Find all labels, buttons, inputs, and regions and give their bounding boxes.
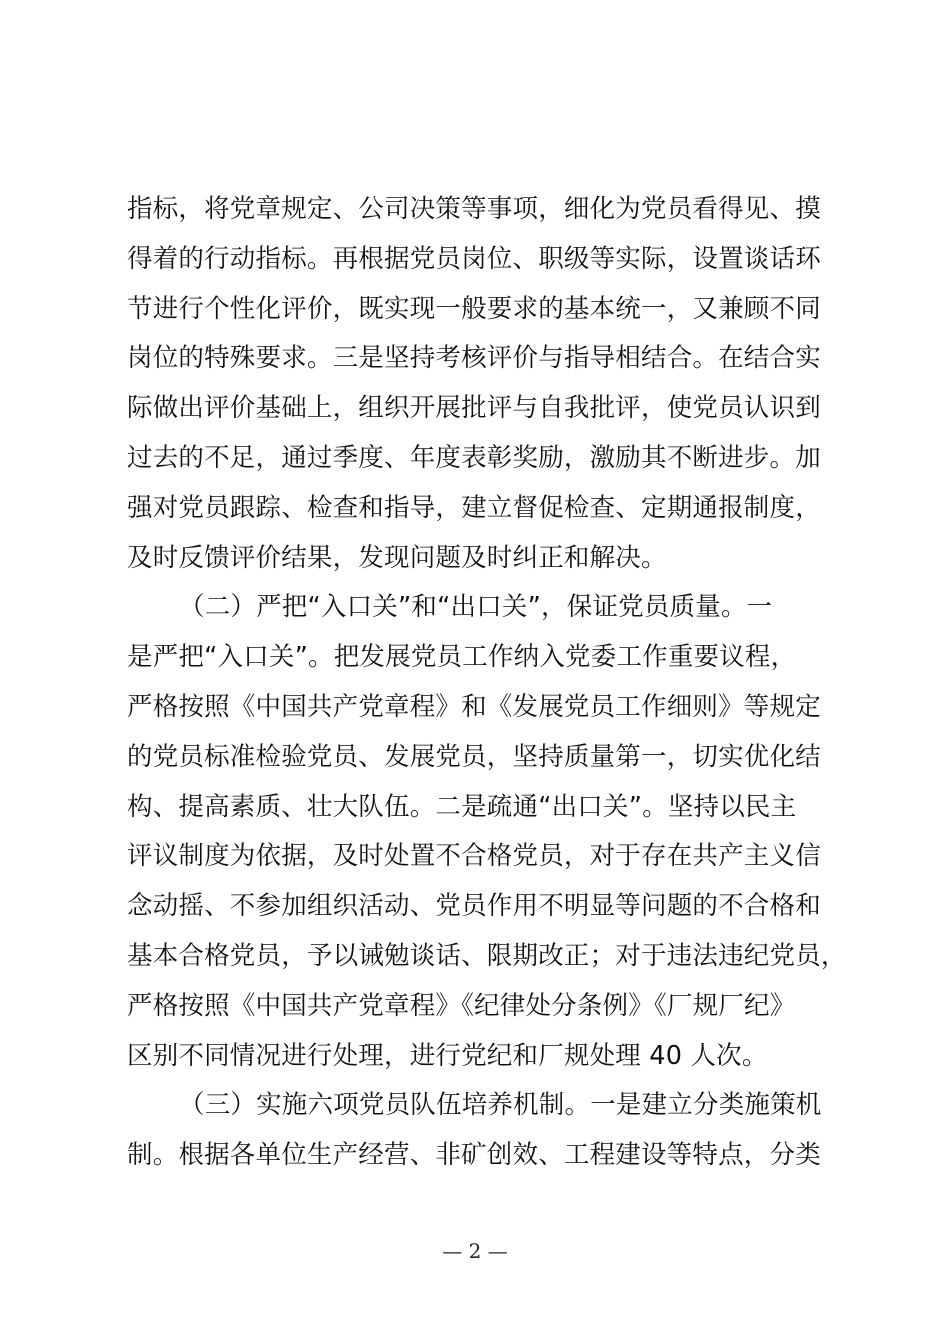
text-line: 区别不同情况进行处理，进行党纪和厂规处理 40 人次。 bbox=[127, 1040, 768, 1071]
section-heading-line: （二）严把“入口关”和“出口关”，保证党员质量。一 bbox=[179, 592, 773, 623]
section-heading-line: （三）实施六项党员队伍培养机制。一是建立分类施策机 bbox=[179, 1090, 822, 1121]
page-number: — 2 — bbox=[442, 1239, 508, 1263]
text-line: 严格按照《中国共产党章程》和《发展党员工作细则》等规定 bbox=[127, 691, 821, 722]
text-line: 制。根据各单位生产经营、非矿创效、工程建设等特点，分类 bbox=[127, 1140, 821, 1171]
text-line: 节进行个性化评价，既实现一般要求的基本统一，又兼顾不同 bbox=[127, 293, 821, 324]
text-line: 念动摇、不参加组织活动、党员作用不明显等问题的不合格和 bbox=[127, 891, 821, 922]
text-line: 际做出评价基础上，组织开展批评与自我批评，使党员认识到 bbox=[127, 393, 821, 424]
text-line: 岗位的特殊要求。三是坚持考核评价与指导相结合。在结合实 bbox=[127, 343, 821, 374]
text-line: 是严把“入口关”。把发展党员工作纳入党委工作重要议程， bbox=[127, 642, 797, 673]
text-line: 严格按照《中国共产党章程》《纪律处分条例》《厂规厂纪》 bbox=[127, 990, 796, 1021]
text-line: 的党员标准检验党员、发展党员，坚持质量第一，切实优化结 bbox=[127, 741, 821, 772]
text-line: 过去的不足，通过季度、年度表彰奖励，激励其不断进步。加 bbox=[127, 442, 821, 473]
text-line: 构、提高素质、壮大队伍。二是疏通“出口关”。坚持以民主 bbox=[127, 791, 797, 822]
text-line: 得着的行动指标。再根据党员岗位、职级等实际，设置谈话环 bbox=[127, 243, 821, 274]
text-line: 及时反馈评价结果，发现问题及时纠正和解决。 bbox=[127, 542, 667, 573]
text-line: 指标，将党章规定、公司决策等事项，细化为党员看得见、摸 bbox=[127, 194, 821, 224]
body-text bbox=[127, 185, 847, 1181]
text-line: 基本合格党员，予以诫勉谈话、限期改正；对于违法违纪党员， bbox=[127, 940, 847, 971]
text-line: 强对党员跟踪、检查和指导，建立督促检查、定期通报制度， bbox=[127, 492, 821, 523]
text-line: 评议制度为依据，及时处置不合格党员，对于存在共产主义信 bbox=[127, 841, 821, 872]
